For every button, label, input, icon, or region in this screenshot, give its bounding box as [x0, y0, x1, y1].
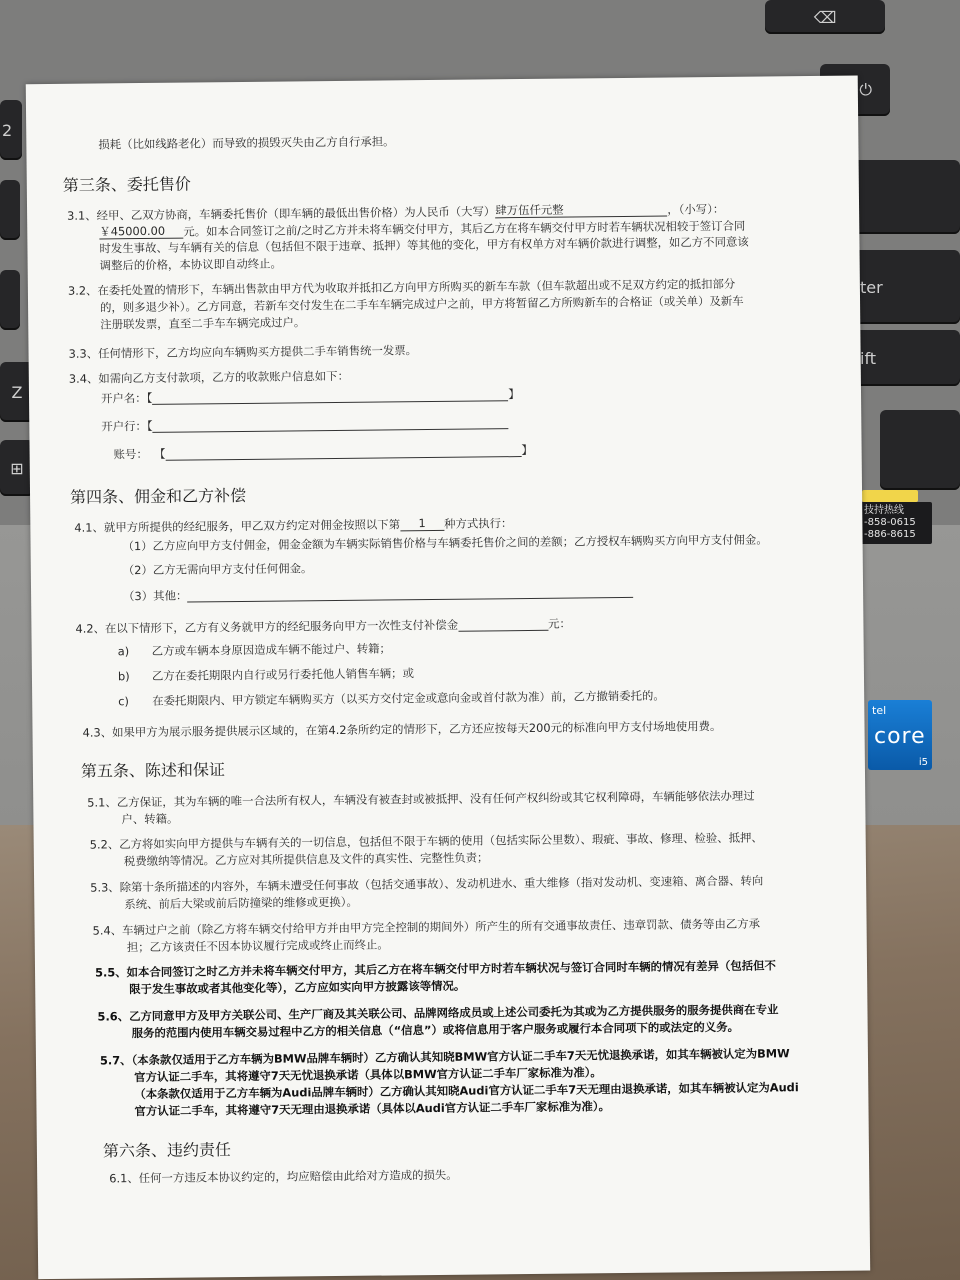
power-icon: ⏻ [859, 80, 872, 99]
option-2: （2）乙方无需向甲方支付任何佣金。 [122, 561, 313, 578]
method-choice-field: 1 [400, 516, 444, 531]
clause-5-5-line-1: 5.5、如本合同签订之时乙方并未将车辆交付甲方，其后乙方在将车辆交付甲方时若车辆状况与签订合同时车辆的情况有差异（包括但不 [94, 958, 776, 980]
clause-4-1: 4.1、就甲方所提供的经纪服务，甲乙双方约定对佣金按照以下第 1 种方式执行： [74, 516, 513, 535]
clause-5-5-line-2: 限于发生事故或者其他变化等），乙方应如实向甲方披露该等情况。 [129, 978, 466, 997]
option-1: （1）乙方应向甲方支付佣金，佣金金额为车辆实际销售价格与车辆委托售价之间的差额；乙方授权车辆购买方向甲方支付佣金。 [122, 532, 768, 554]
clause-5-6-line-1: 5.6、乙方同意甲方及甲方关联公司、生产厂商及其关联公司、品牌网络成员或上述公司委托为其或为乙方提供服务的服务提供商在专业 [97, 1002, 779, 1024]
article-5-heading: 第五条、陈述和保证 [80, 760, 226, 781]
key-left-1 [0, 180, 20, 240]
account-number-row: 账号： 【 】 [113, 442, 533, 462]
article-3-heading: 第三条、委托售价 [62, 174, 191, 195]
intel-logo: tel core i5 [868, 700, 932, 770]
backspace-icon: ⌫ [813, 7, 837, 27]
clause-5-6-line-2: 服务的范围内使用车辆交易过程中乙方的相关信息（“信息”）或将信息用于客户服务或履行本合同项下的或法定的义务。 [131, 1019, 740, 1041]
amount-lowercase-field: ￥45000.00 [99, 224, 183, 240]
clause-3-4: 3.4、如需向乙方支付款项，乙方的收款账户信息如下： [68, 368, 350, 386]
clause-6-1: 6.1、任何一方违反本协议约定的，均应赔偿由此给对方造成的损失。 [109, 1167, 458, 1186]
clause-5-2-line-1: 5.2、乙方将如实向甲方提供与车辆有关的一切信息，包括但不限于车辆的使用（包括实际公里数）、瑕疵、事故、修理、检验、抵押、 [89, 830, 763, 852]
amount-uppercase-field: 肆万伍仟元整 [495, 202, 667, 219]
option-3: （3）其他： [123, 584, 633, 603]
clause-3-1-line-2: ￥45000.00 元。如本合同签订之前/之时乙方并未将车辆交付甲方，其后乙方在将车辆交付甲方时若车辆状况相较于签订合同 [99, 218, 746, 239]
key-left-2 [0, 270, 20, 330]
clause-4-2-b: b) 乙方在委托期限内自行或另行委托他人销售车辆；或 [117, 666, 415, 684]
clause-3-2-line-2: 的，则多退少补）。乙方同意，若新车交付发生在二手车车辆完成过户之前，甲方将暂留乙方所购新车的合格证（或关单）及新车 [100, 293, 744, 315]
account-name-row: 开户名：【 】 [100, 387, 520, 406]
key-z: Z [0, 362, 34, 422]
key-right-1 [850, 160, 960, 234]
contract-page [26, 76, 870, 1280]
account-bank-row: 开户行：【 [101, 415, 508, 433]
clause-4-3: 4.3、如果甲方为展示服务提供展示区域的，在第4.2条所约定的情形下，乙方还应按每天200元的标准向甲方支付场地使用费。 [82, 718, 722, 740]
key-shift: ift [848, 330, 960, 386]
clause-3-1-line-4: 调整后的价格，本协议即自动终止。 [99, 256, 282, 273]
article-4-heading: 第四条、佣金和乙方补偿 [69, 485, 247, 507]
clause-3-3: 3.3、任何情形下，乙方均应向车辆购买方提供二手车销售统一发票。 [68, 343, 418, 361]
clause-4-2-c: c) 在委托期限内、甲方锁定车辆购买方（以买方交付定金或意向金或首付款为准）前，乙方撤销委托的。 [118, 688, 665, 709]
key-2: 2 [0, 100, 22, 160]
clause-3-2-line-3: 注册联发票，直至二手车车辆完成过户。 [100, 315, 306, 332]
windows-icon: ⊞ [10, 458, 24, 478]
clause-4-2-a: a) 乙方或车辆本身原因造成车辆不能过户、转籍； [117, 641, 391, 659]
clause-3-1-line-1: 3.1、经甲、乙双方协商，车辆委托售价（即车辆的最低出售价格）为人民币（大写）肆万伍仟元整 ，（小写）： [67, 201, 725, 223]
clause-5-4-line-1: 5.4、车辆过户之前（除乙方将车辆交付给甲方并由甲方完全控制的期间外）所产生的所有交通事故责任、违章罚款、债务等由乙方承 [92, 916, 761, 938]
clause-4-2: 4.2、在以下情形下，乙方有义务就甲方的经纪服务向甲方一次性支付补偿金 元： [75, 616, 571, 636]
key-enter: ter [848, 250, 960, 324]
clause-5-7-line-1: 5.7、（本条款仅适用于乙方车辆为BMW品牌车辆时）乙方确认其知晓BMW官方认证二手车7天无忧退换承诺，如其车辆被认定为BMW [99, 1046, 790, 1068]
clause-5-2-line-2: 税费缴纳等情况。乙方应对其所提供信息及文件的真实性、完整性负责； [123, 850, 489, 869]
clause-5-7-line-3: （本条款仅适用于乙方车辆为Audi品牌车辆时）乙方确认其知晓Audi官方认证二手车7天无理由退换承诺，如其车辆被认定为Audi [134, 1080, 799, 1102]
article-6-heading: 第六条、违约责任 [102, 1140, 232, 1161]
sticker-yellow [862, 490, 918, 502]
clause-3-1-line-3: 时发生事故、与车辆有关的信息（包括但不限于违章、抵押）等其他的变化，甲方有权单方对车辆价款进行调整，如乙方不同意该 [99, 234, 749, 256]
backspace-key [765, 0, 885, 34]
clause-3-2-line-1: 3.2、在委托处置的情形下，车辆出售款由甲方代为收取并抵扣乙方向甲方所购买的新车车款（但车款超出或不足双方约定的抵扣部分 [67, 276, 736, 298]
clause-5-7-line-2: 官方认证二手车，其将遵守7天无忧退换承诺（具体以BMW官方认证二手车厂家标准为准）。 [134, 1065, 602, 1085]
carryover-line: 损耗（比如线路老化）而导致的损毁灭失由乙方自行承担。 [98, 134, 395, 152]
clause-5-4-line-2: 担；乙方该责任不因本协议履行完成或终止而终止。 [126, 937, 389, 955]
key-right-2 [880, 410, 960, 490]
clause-5-7-line-4: 官方认证二手车，其将遵守7天无理由退换承诺（具体以Audi官方认证二手车厂家标准为准）。 [134, 1099, 610, 1119]
clause-5-3-line-2: 系统、前后大梁或前后防撞梁的维修或更换）。 [124, 894, 358, 912]
support-sticker: 技持热线 -858-0615 -886-8615 [858, 502, 932, 544]
clause-5-3-line-1: 5.3、除第十条所描述的内容外，车辆未遭受任何事故（包括交通事故）、发动机进水、重大维修（指对发动机、变速箱、离合器、转向 [90, 873, 764, 895]
clause-5-1-line-1: 5.1、乙方保证，其为车辆的唯一合法所有权人，车辆没有被查封或被抵押、没有任何产权纠纷或其它权利障碍，车辆能够依法办理过 [87, 788, 755, 810]
clause-5-1-line-2: 户、转籍。 [121, 811, 179, 827]
